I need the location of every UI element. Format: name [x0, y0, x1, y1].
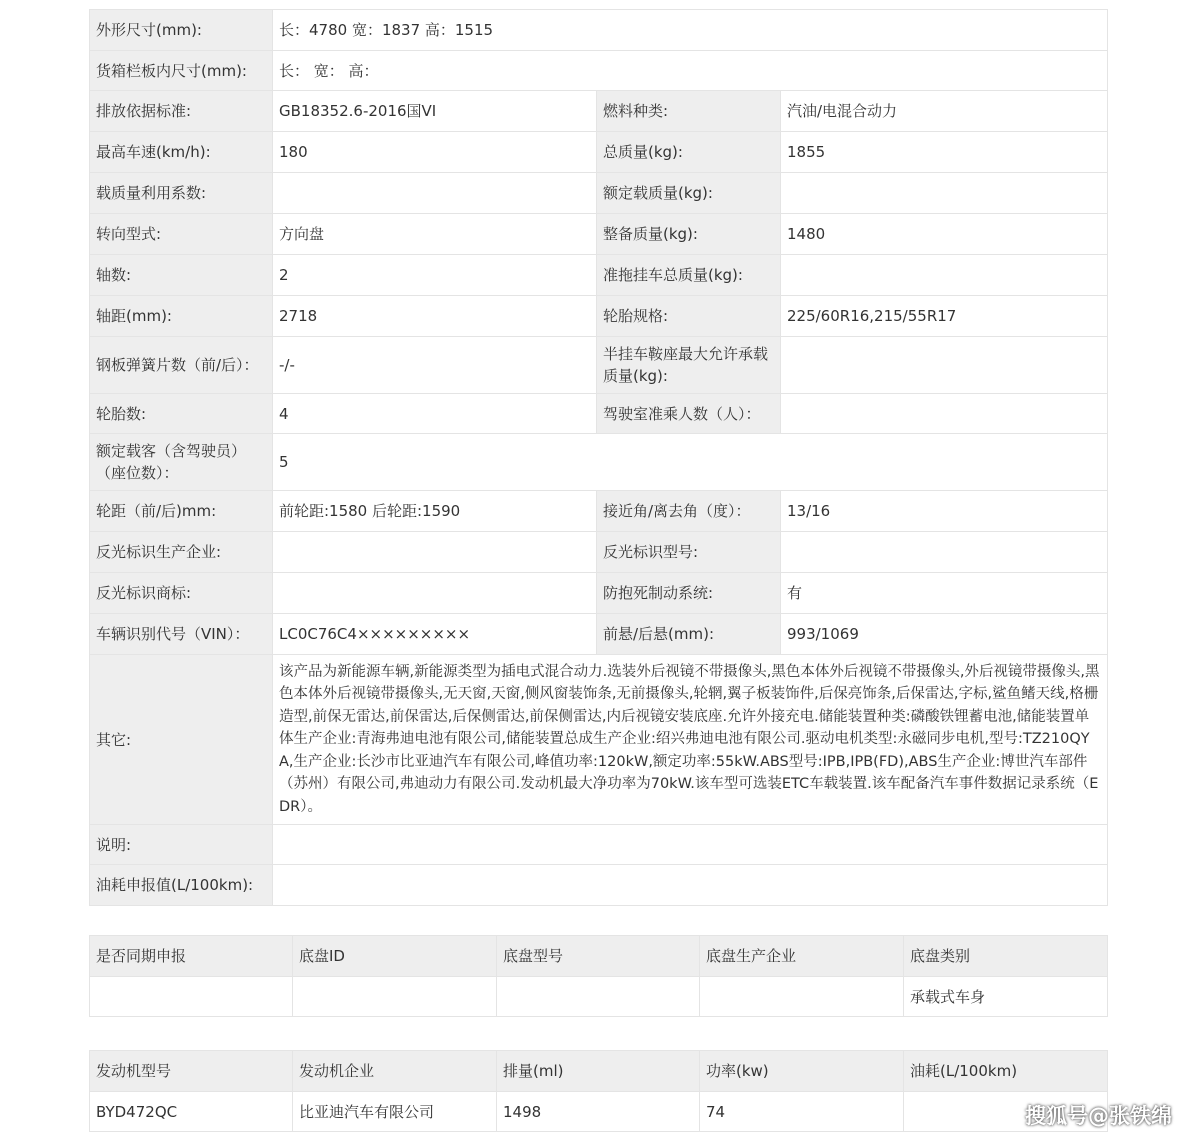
table-header-row — [90, 1051, 1108, 1092]
column-header: 功率(kw) — [700, 1051, 904, 1092]
steering-label: 转向型式: — [90, 214, 273, 255]
steering-value: 方向盘 — [273, 214, 597, 255]
cab-seats-label: 驾驶室准乘人数（人）： — [597, 394, 781, 434]
rated-load-label: 额定载质量(kg): — [597, 173, 781, 214]
spec-row — [90, 491, 1108, 532]
overhang-label: 前悬/后悬(mm): — [597, 614, 781, 655]
watermark: 搜狐号@张铁绵 — [1025, 1104, 1172, 1128]
rated-load-value — [781, 173, 1108, 214]
spec-row — [90, 614, 1108, 655]
curb-mass-label: 整备质量(kg): — [597, 214, 781, 255]
table-cell: 74 — [700, 1092, 904, 1132]
vin-label: 车辆识别代号（VIN）： — [90, 614, 273, 655]
cargo-size-value: 长： 宽： 高： — [273, 51, 1108, 91]
passengers-label: 额定载客（含驾驶员）（座位数）： — [90, 434, 273, 491]
other-value: 该产品为新能源车辆,新能源类型为插电式混合动力.选装外后视镜不带摄像头,黑色本体外后视镜不带摄像头,外后视镜带摄像头,黑色本体外后视镜带摄像头,无天窗,天窗,侧风窗装饰条,无前摄像头,轮辋,翼子板装饰件,后保亮饰条,后保雷达,字标,鲨鱼鳍天线,格栅造型,前保无雷达,前保雷达,后保侧雷达,前保侧雷达,内后视镜安装底座.允许外接充电.储能装置种类:磷酸铁锂蓄电池,储能装置单体生产企业:青海弗迪电池有限公司,储能装置总成生产企业:绍兴弗迪电池有限公司.驱动电机类型:永磁同步电机,型号:TZ210QYA,生产企业:长沙市比亚迪汽车有限公司,峰值功率:120kW,额定功率:55kW.ABS型号:IPB,IPB(FD),ABS生产企业:博世汽车部件（苏州）有限公司,弗迪动力有限公司.发动机最大净功率为70kW.该车型可选装ETC车载装置.该车配备汽车事件数据记录系统（EDR）。 — [273, 655, 1108, 825]
table-cell — [700, 977, 904, 1017]
column-header: 底盘生产企业 — [700, 936, 904, 977]
column-header: 是否同期申报 — [90, 936, 293, 977]
fuel-consumption-label: 油耗申报值(L/100km): — [90, 865, 273, 906]
spec-row — [90, 337, 1108, 394]
table-cell: 1498 — [497, 1092, 700, 1132]
chassis-table — [89, 935, 1108, 1017]
column-header: 底盘型号 — [497, 936, 700, 977]
load-util-label: 载质量利用系数: — [90, 173, 273, 214]
reflector-maker-label: 反光标识生产企业: — [90, 532, 273, 573]
column-header: 排量(ml) — [497, 1051, 700, 1092]
fuel-type-label: 燃料种类: — [597, 91, 781, 132]
table-header-row — [90, 936, 1108, 977]
abs-value: 有 — [781, 573, 1108, 614]
load-util-value — [273, 173, 597, 214]
table-cell — [497, 977, 700, 1017]
reflector-brand-value — [273, 573, 597, 614]
axles-label: 轴数: — [90, 255, 273, 296]
axles-value: 2 — [273, 255, 597, 296]
fuel-consumption-value — [273, 865, 1108, 906]
max-speed-label: 最高车速(km/h): — [90, 132, 273, 173]
max-speed-value: 180 — [273, 132, 597, 173]
wheelbase-label: 轴距(mm): — [90, 296, 273, 337]
wheelbase-value: 2718 — [273, 296, 597, 337]
overhang-value: 993/1069 — [781, 614, 1108, 655]
spec-row — [90, 655, 1108, 825]
cab-seats-value — [781, 394, 1108, 434]
track-label: 轮距（前/后)mm: — [90, 491, 273, 532]
dimensions-value: 长：4780 宽：1837 高：1515 — [273, 10, 1108, 51]
spec-row — [90, 825, 1108, 865]
table-cell — [293, 977, 497, 1017]
leaf-spring-label: 钢板弹簧片数（前/后）： — [90, 337, 273, 394]
table-row — [90, 977, 1108, 1017]
reflector-brand-label: 反光标识商标: — [90, 573, 273, 614]
trailer-mass-label: 准拖挂车总质量(kg): — [597, 255, 781, 296]
spec-row — [90, 434, 1108, 491]
table-row — [90, 1092, 1108, 1132]
table-cell: 承载式车身 — [904, 977, 1108, 1017]
tire-spec-label: 轮胎规格: — [597, 296, 781, 337]
column-header: 发动机企业 — [293, 1051, 497, 1092]
spec-row — [90, 394, 1108, 434]
trailer-mass-value — [781, 255, 1108, 296]
tire-spec-value: 225/60R16,215/55R17 — [781, 296, 1108, 337]
leaf-spring-value: -/- — [273, 337, 597, 394]
table-cell: 比亚迪汽车有限公司 — [293, 1092, 497, 1132]
spec-row — [90, 51, 1108, 91]
emission-value: GB18352.6-2016国VI — [273, 91, 597, 132]
spec-row — [90, 173, 1108, 214]
reflector-model-label: 反光标识型号: — [597, 532, 781, 573]
vin-value: LC0C76C4××××××××× — [273, 614, 597, 655]
other-label: 其它: — [90, 655, 273, 825]
reflector-maker-value — [273, 532, 597, 573]
angles-label: 接近角/离去角（度）： — [597, 491, 781, 532]
tire-count-value: 4 — [273, 394, 597, 434]
table-cell: BYD472QC — [90, 1092, 293, 1132]
note-label: 说明: — [90, 825, 273, 865]
curb-mass-value: 1480 — [781, 214, 1108, 255]
cargo-size-label: 货箱栏板内尺寸(mm): — [90, 51, 273, 91]
dimensions-label: 外形尺寸(mm): — [90, 10, 273, 51]
saddle-load-label: 半挂车鞍座最大允许承载质量(kg): — [597, 337, 781, 394]
spec-row — [90, 214, 1108, 255]
gross-mass-value: 1855 — [781, 132, 1108, 173]
fuel-type-value: 汽油/电混合动力 — [781, 91, 1108, 132]
note-value — [273, 825, 1108, 865]
spec-row — [90, 91, 1108, 132]
engine-table — [89, 1050, 1108, 1132]
spec-row — [90, 865, 1108, 906]
reflector-model-value — [781, 532, 1108, 573]
column-header: 油耗(L/100km) — [904, 1051, 1108, 1092]
passengers-value: 5 — [273, 434, 1108, 491]
track-value: 前轮距:1580 后轮距:1590 — [273, 491, 597, 532]
column-header: 发动机型号 — [90, 1051, 293, 1092]
spec-row — [90, 532, 1108, 573]
emission-label: 排放依据标准: — [90, 91, 273, 132]
spec-row — [90, 296, 1108, 337]
table-cell — [90, 977, 293, 1017]
vehicle-spec-table — [89, 9, 1108, 906]
column-header: 底盘类别 — [904, 936, 1108, 977]
spec-row — [90, 132, 1108, 173]
spec-row — [90, 255, 1108, 296]
gross-mass-label: 总质量(kg): — [597, 132, 781, 173]
spec-row — [90, 573, 1108, 614]
abs-label: 防抱死制动系统: — [597, 573, 781, 614]
column-header: 底盘ID — [293, 936, 497, 977]
angles-value: 13/16 — [781, 491, 1108, 532]
saddle-load-value — [781, 337, 1108, 394]
tire-count-label: 轮胎数: — [90, 394, 273, 434]
spec-row — [90, 10, 1108, 51]
